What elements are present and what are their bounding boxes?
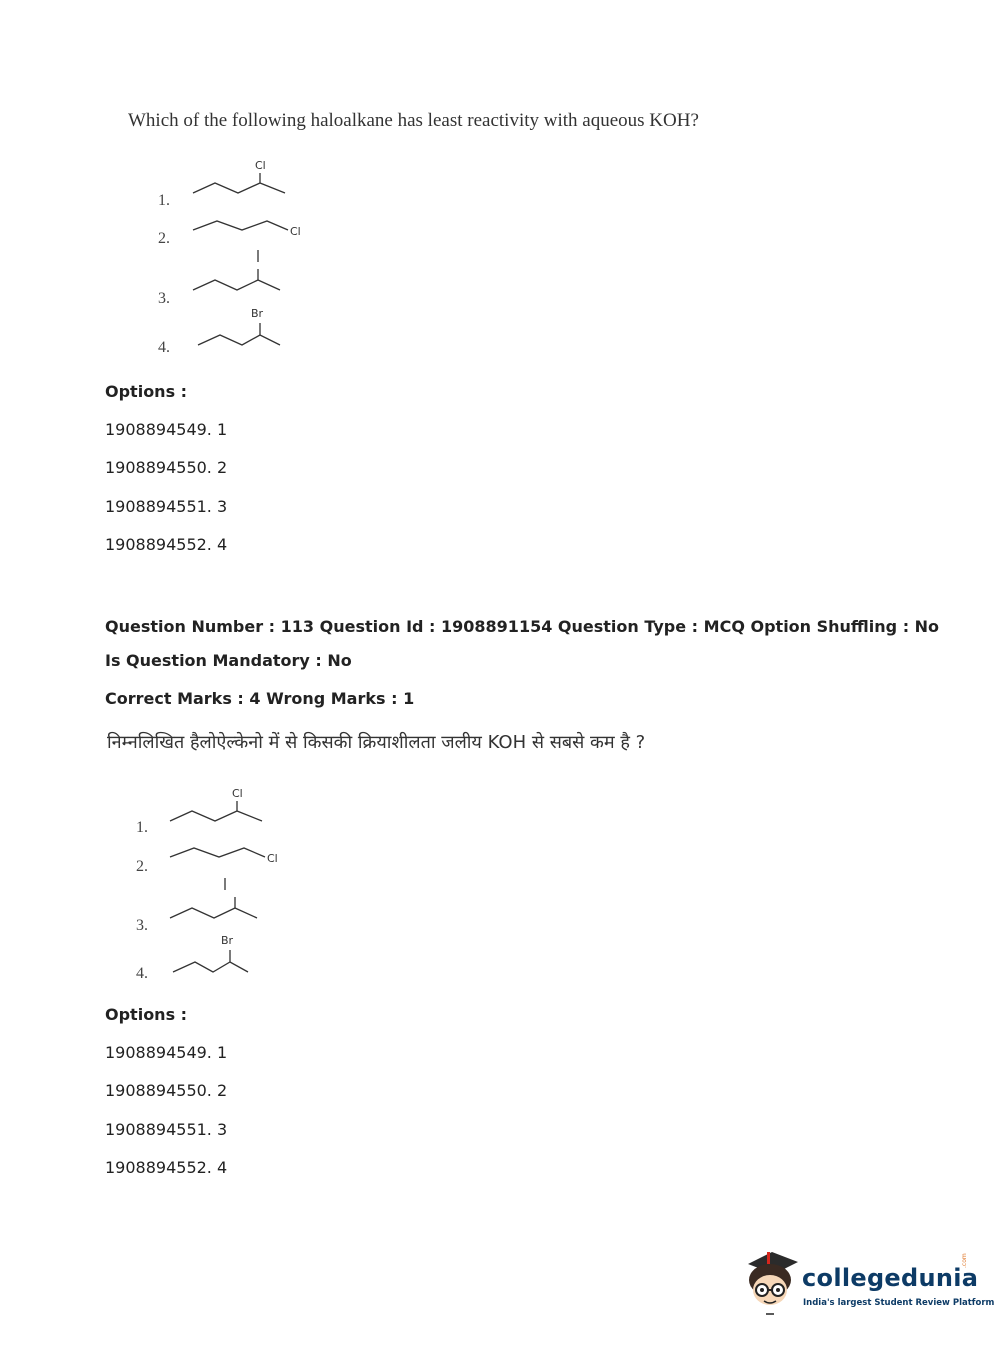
structure-4-diagram xyxy=(195,303,295,353)
option-2: 1908894550. 2 xyxy=(105,458,228,477)
mascot-icon xyxy=(742,1248,802,1316)
question-text-hindi: निम्नलिखित हैलोऐल्केनो में से किसकी क्रियाशीलता जलीय KOH से सबसे कम है ? xyxy=(107,732,646,753)
structure-3-diagram-hi xyxy=(167,873,267,928)
structure-number-3: 3. xyxy=(158,290,170,307)
options-label-hi: Options : xyxy=(105,1005,188,1024)
option-3: 1908894551. 3 xyxy=(105,497,228,516)
halogen-label-2: Cl xyxy=(290,225,301,238)
halogen-label-1-hi: Cl xyxy=(232,787,243,800)
structure-3-diagram xyxy=(190,245,290,300)
structure-1-diagram xyxy=(190,155,300,205)
structure-number-1: 1. xyxy=(158,192,170,209)
structure-number-2-hi: 2. xyxy=(136,858,148,875)
question-text-english: Which of the following haloalkane has least reactivity with aqueous KOH? xyxy=(128,110,699,131)
collegedunia-logo xyxy=(742,1248,995,1318)
halogen-label-2-hi: Cl xyxy=(267,852,278,865)
option-1-hi: 1908894549. 1 xyxy=(105,1043,228,1062)
halogen-label-4: Br xyxy=(251,307,264,320)
structure-number-2: 2. xyxy=(158,230,170,247)
structure-number-4-hi: 4. xyxy=(136,965,148,982)
logo-tagline: India's largest Student Review Platform xyxy=(803,1298,995,1308)
question-marks: Correct Marks : 4 Wrong Marks : 1 xyxy=(105,689,415,708)
structure-number-1-hi: 1. xyxy=(136,819,148,836)
halogen-label-1: Cl xyxy=(255,159,266,172)
question-mandatory: Is Question Mandatory : No xyxy=(105,651,352,670)
structure-2-diagram xyxy=(190,212,320,247)
option-3-hi: 1908894551. 3 xyxy=(105,1120,228,1139)
structure-number-4: 4. xyxy=(158,339,170,356)
structure-1-diagram-hi xyxy=(167,783,277,833)
options-label: Options : xyxy=(105,382,188,401)
option-4: 1908894552. 4 xyxy=(105,535,228,554)
logo-wordmark: collegedunia xyxy=(802,1264,979,1292)
option-1: 1908894549. 1 xyxy=(105,420,228,439)
structure-4-diagram-hi xyxy=(170,930,270,980)
structure-number-3-hi: 3. xyxy=(136,917,148,934)
question-meta: Question Number : 113 Question Id : 1908891154 Question Type : MCQ Option Shuffling : No xyxy=(105,617,940,636)
option-2-hi: 1908894550. 2 xyxy=(105,1081,228,1100)
logo-com: .com xyxy=(961,1253,968,1268)
structure-2-diagram-hi xyxy=(167,839,297,874)
halogen-label-4-hi: Br xyxy=(221,934,234,947)
option-4-hi: 1908894552. 4 xyxy=(105,1158,228,1177)
